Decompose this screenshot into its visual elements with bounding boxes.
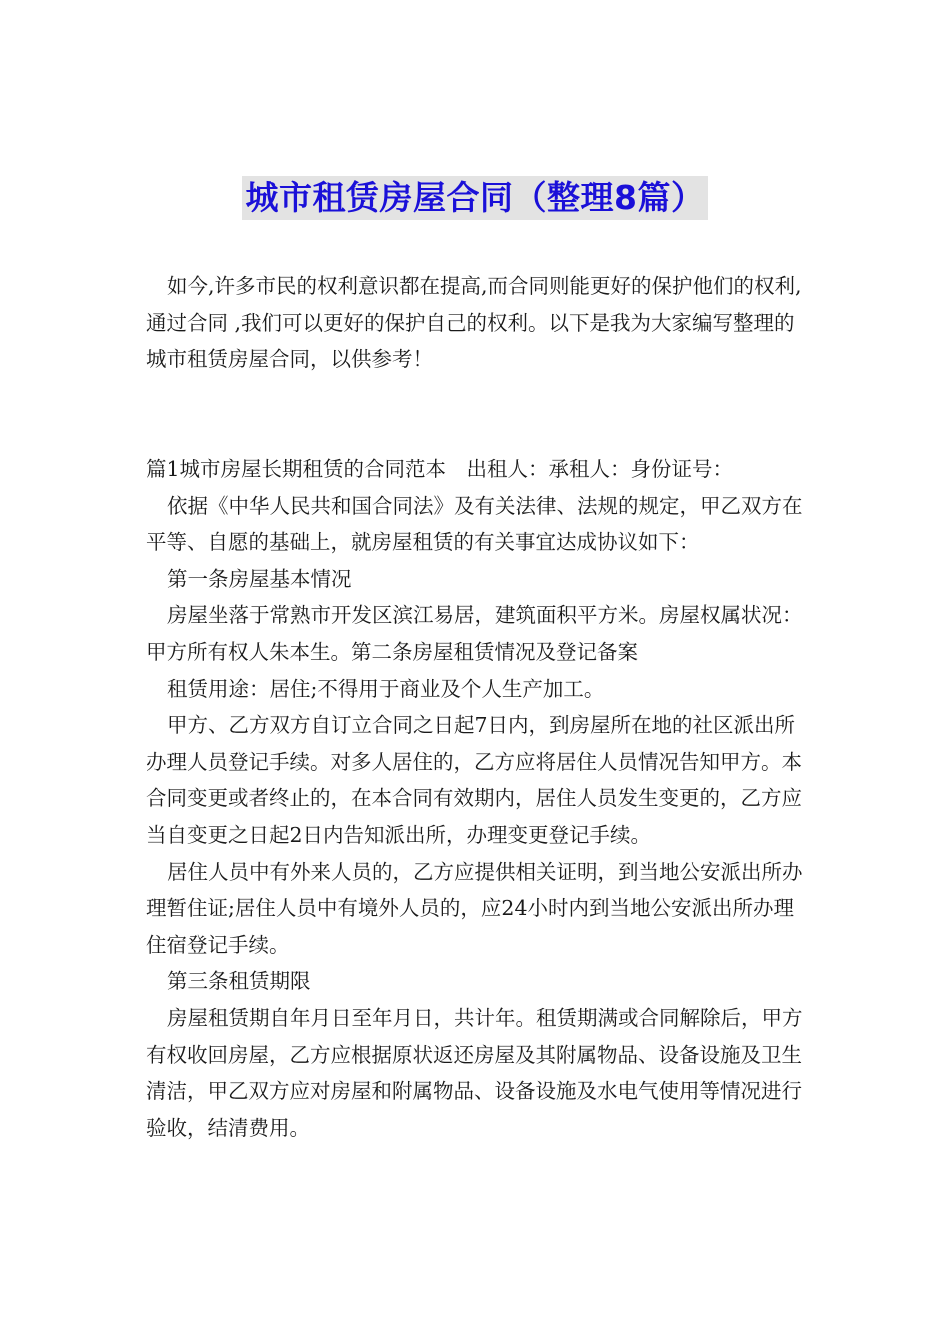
title-container: [0, 176, 950, 220]
paragraph-outside-residents: 居住人员中有外来人员的，乙方应提供相关证明，到当地公安派出所办理暂住证;居住人员中有境外人员的，应24小时内到当地公安派出所办理住宿登记手续。: [146, 859, 803, 957]
section-heading-1: 篇1城市房屋长期租赁的合同范本 出租人：承租人：身份证号：: [146, 457, 734, 481]
contract-body: [146, 451, 808, 1146]
paragraph-property-location: 房屋坐落于常熟市开发区滨江易居，建筑面积平方米。房屋权属状况：甲方所有权人朱本生。第二条房屋租赁情况及登记备案: [146, 603, 803, 664]
intro-paragraph: 如今,许多市民的权利意识都在提高,而合同则能更好的保护他们的权利,通过合同 ,我们可以更好的保护自己的权利。以下是我为大家编写整理的城市租赁房屋合同，以供参考！: [146, 274, 802, 372]
article-3-heading: 第三条租赁期限: [167, 969, 311, 994]
paragraph-legal-basis: 依据《中华人民共和国合同法》及有关法律、法规的规定，甲乙双方在平等、自愿的基础上，就房屋租赁的有关事宜达成协议如下：: [146, 493, 803, 555]
paragraph-usage: 租赁用途：居住;不得用于商业及个人生产加工。: [167, 676, 605, 701]
document-title: 城市租赁房屋合同（整理8篇）: [242, 176, 709, 220]
paragraph-lease-term: 房屋租赁期自年月日至年月日，共计年。租赁期满或合同解除后，甲方有权收回房屋，乙方应根据原状返还房屋及其附属物品、设备设施及卫生清洁，甲乙双方应对房屋和附属物品、设备设施及水电气使用等情况进行验收，结清费用。: [146, 1005, 803, 1140]
article-1-heading: 第一条房屋基本情况: [167, 566, 352, 591]
intro-section: [146, 268, 808, 378]
paragraph-registration: 甲方、乙方双方自订立合同之日起7日内，到房屋所在地的社区派出所办理人员登记手续。对多人居住的，乙方应将居住人员情况告知甲方。本合同变更或者终止的，在本合同有效期内，居住人员发生变更的，乙方应当自变更之日起2日内告知派出所，办理变更登记手续。: [146, 713, 802, 847]
